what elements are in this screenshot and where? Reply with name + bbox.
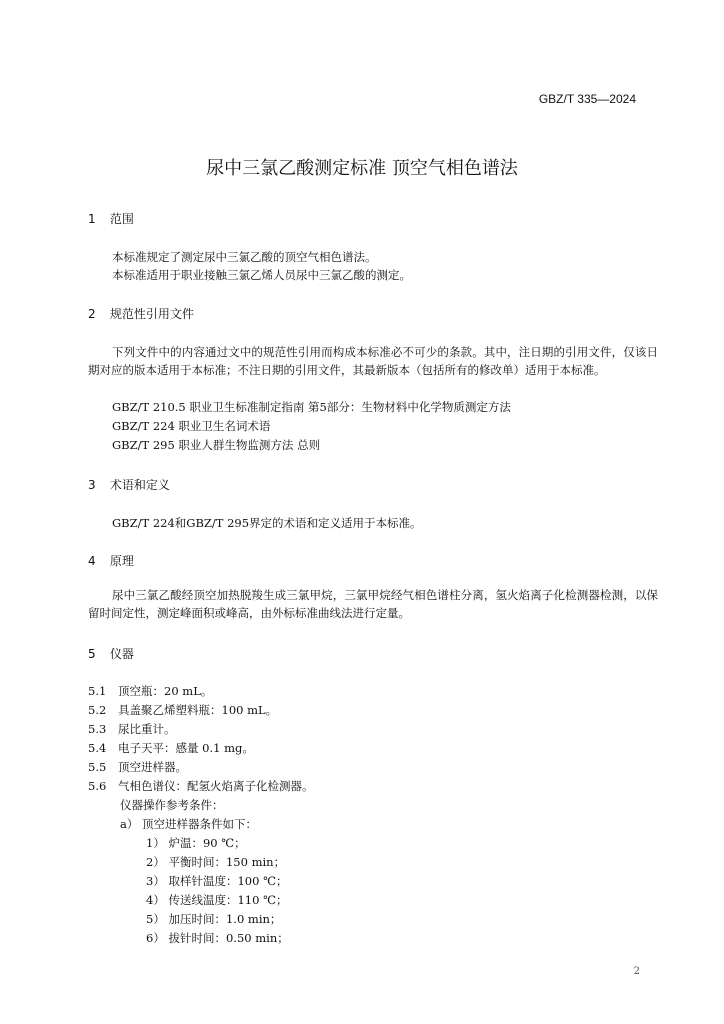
conditions-title: 仪器操作参考条件：	[120, 798, 224, 812]
condition-item: 1） 炉温：90 ℃；	[146, 836, 246, 850]
condition-group: a） 顶空进样器条件如下：	[120, 817, 258, 831]
item-text: 具盖聚乙烯塑料瓶：100 mL。	[118, 703, 278, 717]
reference-item: GBZ/T 295 职业人群生物监测方法 总则	[112, 438, 321, 452]
reference-item: GBZ/T 210.5 职业卫生标准制定指南 第5部分：生物材料中化学物质测定方法	[112, 400, 511, 414]
item-text: 尿比重计。	[118, 722, 176, 736]
document-title: 尿中三氯乙酸测定标准 顶空气相色谱法	[206, 158, 518, 179]
paragraph: 本标准适用于职业接触三氯乙烯人员尿中三氯乙酸的测定。	[112, 268, 411, 282]
item-number: 5.6	[88, 779, 107, 793]
item-number: 5.4	[88, 741, 107, 755]
section-number: 3	[88, 478, 96, 492]
standard-code: GBZ/T 335—2024	[538, 92, 636, 106]
section-number: 4	[88, 554, 96, 568]
section-title: 范围	[109, 212, 134, 226]
item-number: 5.3	[88, 722, 107, 736]
section-number: 1	[88, 212, 96, 226]
item-number: 5.5	[88, 760, 107, 774]
section-3-heading	[88, 476, 170, 493]
item-number: 5.2	[88, 703, 107, 717]
section-title: 仪器	[109, 647, 134, 661]
list-item	[88, 683, 212, 699]
paragraph: GBZ/T 224和GBZ/T 295界定的术语和定义适用于本标准。	[112, 516, 422, 530]
list-item	[88, 740, 254, 756]
section-title: 规范性引用文件	[109, 307, 194, 321]
item-text: 顶空进样器。	[118, 760, 187, 774]
list-item	[88, 759, 187, 775]
item-text: 电子天平：感量 0.1 mg。	[118, 741, 254, 755]
item-text: 气相色谱仪：配氢火焰离子化检测器。	[118, 779, 314, 793]
condition-item: 3） 取样针温度：100 ℃；	[146, 874, 288, 888]
list-item	[88, 778, 314, 794]
condition-item: 5） 加压时间：1.0 min；	[146, 912, 282, 926]
page-number: 2	[633, 966, 640, 977]
section-title: 术语和定义	[109, 478, 170, 492]
list-item	[88, 702, 277, 718]
item-number: 5.1	[88, 684, 107, 698]
section-4-heading	[88, 552, 134, 569]
paragraph: 下列文件中的内容通过文中的规范性引用而构成本标准必不可少的条款。其中，注日期的引用文件，仅该日期对应的版本适用于本标准；不注日期的引用文件，其最新版本（包括所有的修改单）适用于本标准。	[88, 345, 658, 377]
section-number: 2	[88, 307, 96, 321]
section-1-heading	[88, 210, 134, 227]
item-text: 顶空瓶：20 mL。	[118, 684, 213, 698]
section-number: 5	[88, 647, 96, 661]
condition-item: 4） 传送线温度：110 ℃；	[146, 893, 288, 907]
paragraph: 尿中三氯乙酸经顶空加热脱羧生成三氯甲烷，三氯甲烷经气相色谱柱分离，氢火焰离子化检测器检测，以保留时间定性，测定峰面积或峰高，由外标标准曲线法进行定量。	[88, 588, 658, 620]
section-2-heading	[88, 305, 194, 322]
condition-item: 6） 拔针时间：0.50 min；	[146, 931, 289, 945]
reference-item: GBZ/T 224 职业卫生名词术语	[112, 419, 271, 433]
section-title: 原理	[109, 554, 134, 568]
paragraph: 本标准规定了测定尿中三氯乙酸的顶空气相色谱法。	[112, 250, 377, 264]
list-item	[88, 721, 176, 737]
section-5-heading	[88, 645, 134, 662]
condition-item: 2） 平衡时间：150 min；	[146, 855, 286, 869]
